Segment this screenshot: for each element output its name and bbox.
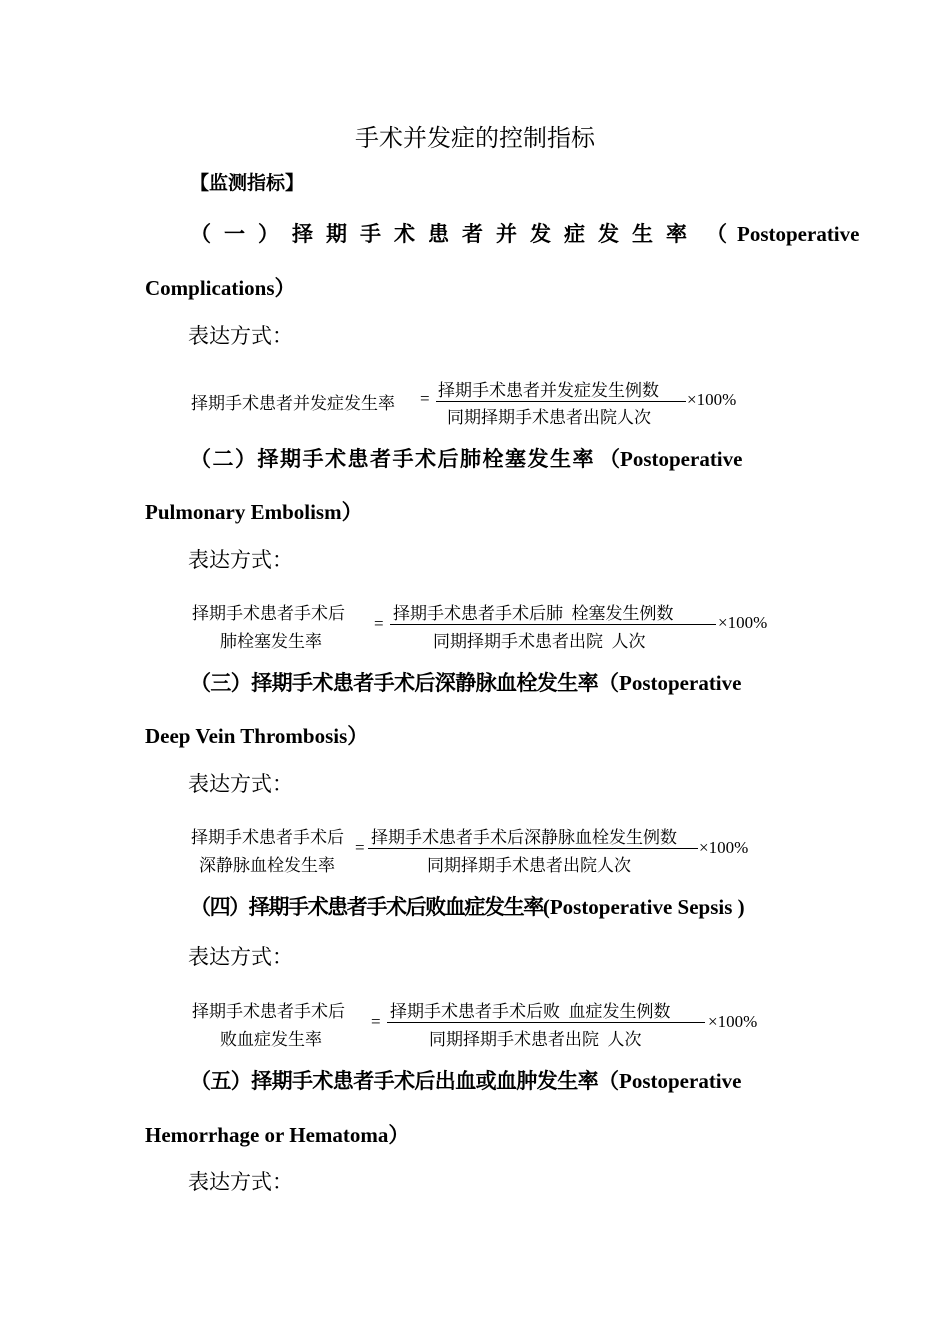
formula-1-denominator: 同期择期手术患者出院人次 <box>447 408 651 427</box>
formula-4-equals: = <box>371 1012 381 1031</box>
item-2-expr-label: 表达方式： <box>188 548 293 572</box>
formula-3-lhs-line1: 择期手术患者手术后 <box>191 828 344 847</box>
item-1-heading <box>190 218 859 248</box>
item-1-heading-cn: （一）择期手术患者并发症发生率 <box>190 222 700 246</box>
formula-3-numerator: 择期手术患者手术后深静脉血栓发生例数 <box>371 828 677 847</box>
item-1-heading-cont: Complications） <box>145 276 296 300</box>
item-5-heading-paren: （ <box>598 1069 619 1093</box>
formula-2-lhs-line2: 肺栓塞发生率 <box>220 632 322 651</box>
formula-1-multiplier: ×100% <box>687 390 737 409</box>
item-2-heading-paren: （ <box>599 447 620 471</box>
item-3-expr-label: 表达方式： <box>188 772 293 796</box>
formula-1-fraction-bar <box>436 401 686 402</box>
item-3-heading <box>190 667 741 697</box>
document-title: 手术并发症的控制指标 <box>355 126 595 152</box>
formula-1-lhs: 择期手术患者并发症发生率 <box>191 394 395 413</box>
formula-4-multiplier: ×100% <box>708 1012 758 1031</box>
item-3-heading-cont: Deep Vein Thrombosis） <box>145 724 369 748</box>
formula-2-fraction-bar <box>390 624 716 625</box>
item-3-heading-cn: （三）择期手术患者手术后深静脉血栓发生率 <box>190 671 598 695</box>
formula-3-fraction-bar <box>368 848 698 849</box>
section-heading: 【监测指标】 <box>190 172 305 194</box>
item-1-heading-paren: （ <box>706 222 727 246</box>
formula-2-lhs-line1: 择期手术患者手术后 <box>192 604 345 623</box>
formula-3-equals: = <box>355 838 365 857</box>
item-3-heading-en: Postoperative <box>619 671 742 695</box>
formula-4-lhs-line2: 败血症发生率 <box>220 1030 322 1049</box>
item-4-heading <box>190 891 745 921</box>
item-3-heading-paren: （ <box>598 671 619 695</box>
item-5-heading-en: Postoperative <box>619 1069 742 1093</box>
formula-3-lhs-line2: 深静脉血栓发生率 <box>199 856 335 875</box>
formula-4-lhs-line1: 择期手术患者手术后 <box>192 1002 345 1021</box>
item-4-heading-cn: （四）择期手术患者手术后败血症发生率 <box>190 895 543 919</box>
item-5-heading <box>190 1065 741 1095</box>
item-2-heading <box>190 443 742 473</box>
formula-2-numerator: 择期手术患者手术后肺 栓塞发生例数 <box>393 604 674 623</box>
formula-4-numerator: 择期手术患者手术后败 血症发生例数 <box>390 1002 671 1021</box>
item-5-heading-cont: Hemorrhage or Hematoma） <box>145 1123 410 1147</box>
formula-1-equals: = <box>420 389 430 408</box>
formula-2-multiplier: ×100% <box>718 613 768 632</box>
formula-4-fraction-bar <box>387 1022 705 1023</box>
formula-4-denominator: 同期择期手术患者出院 人次 <box>429 1030 642 1049</box>
item-4-expr-label: 表达方式： <box>188 945 293 969</box>
item-1-expr-label: 表达方式： <box>188 324 293 348</box>
formula-2-equals: = <box>374 614 384 633</box>
formula-3-denominator: 同期择期手术患者出院人次 <box>427 856 631 875</box>
item-1-heading-en: Postoperative <box>737 222 860 246</box>
formula-3-multiplier: ×100% <box>699 838 749 857</box>
item-2-heading-en: Postoperative <box>620 447 743 471</box>
formula-1-numerator: 择期手术患者并发症发生例数 <box>438 381 659 400</box>
item-4-heading-paren: ( <box>542 895 550 919</box>
item-5-heading-cn: （五）择期手术患者手术后出血或血肿发生率 <box>190 1069 598 1093</box>
item-5-expr-label: 表达方式： <box>188 1170 293 1194</box>
item-4-heading-en: Postoperative Sepsis ) <box>549 895 745 919</box>
item-2-heading-cont: Pulmonary Embolism） <box>145 500 363 524</box>
item-2-heading-cn: （二）择期手术患者手术后肺栓塞发生率 <box>190 447 595 471</box>
formula-2-denominator: 同期择期手术患者出院 人次 <box>433 632 646 651</box>
